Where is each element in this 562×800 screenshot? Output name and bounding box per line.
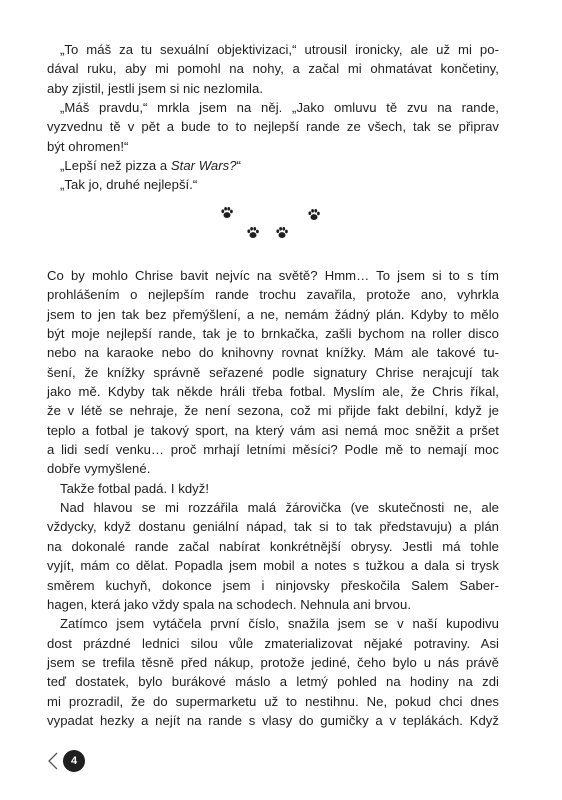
text-line: nebo na karaoke nebo do knihovny rovnat knížky. Mám ale takové tu- bbox=[47, 345, 499, 361]
text-block-main bbox=[47, 266, 499, 730]
text-line: a lidi sedí venku… proč mrhají letními měsíci? Podle mě to nemají moc bbox=[47, 442, 499, 458]
text-line: že v létě se nehraje, že není sezona, což mi přijde fakt debilní, když je bbox=[47, 403, 499, 419]
text-line: dával ruku, aby mi pomohl na nohy, a začal mi ohmatávat končetiny, bbox=[47, 61, 499, 77]
text-line: prohlášením o nejlepším rande trochu zavařila, protože ano, vyhrkla bbox=[47, 287, 499, 303]
text-line: Takže fotbal padá. I když! bbox=[60, 480, 210, 496]
text-line: směrem kuchyň, dokonce jsem i ninjovsky přeskočila Salem Saber- bbox=[47, 577, 499, 593]
text-line: „Máš pravdu,“ mrkla jsem na něj. „Jako omluvu tě zvu na rande, bbox=[60, 100, 499, 116]
section-separator bbox=[215, 206, 325, 246]
chevron-left-icon[interactable] bbox=[47, 751, 59, 771]
text-line: teď dostatek, bylo burákové máslo a letmý pohled na hodiny na zdi bbox=[47, 674, 499, 690]
text-block-top bbox=[47, 40, 499, 195]
italic-title: Star Wars? bbox=[170, 158, 237, 174]
text-line: Co by mohlo Chrise bavit nejvíc na světě? Hmm… To jsem si to s tím bbox=[47, 268, 499, 283]
text-line: vyjít, mám co dělat. Popadla jsem mobil a notes s tužkou a dala si trysk bbox=[47, 558, 499, 574]
text-line: vyzvednu tě v pět a bude to to nejlepší rande ze všech, tak se připrav bbox=[47, 119, 499, 135]
text-line bbox=[47, 156, 499, 175]
text-line: teplo a fotbal je takový sport, na který vám asi nemá moc sněžit a pršet bbox=[47, 422, 499, 438]
text-line: být moje nejlepší rande, tak je to brnkačka, zašli bychom na roller disco bbox=[47, 326, 499, 342]
text-fragment: “ bbox=[236, 158, 242, 174]
text-line: dobře vymyšlené. bbox=[47, 461, 151, 477]
text-line: vypadat hezky a nejít na rande s vlasy do gumičky a v teplákách. Když bbox=[47, 712, 499, 728]
text-line: „To máš za tu sexuální objektivizaci,“ utrousil ironicky, ale už mi po- bbox=[60, 42, 499, 57]
page-footer bbox=[47, 750, 85, 772]
text-line: aby zjistil, jestli jsem si nic nezlomila. bbox=[47, 80, 264, 96]
paw-print-icon bbox=[220, 206, 234, 220]
text-line: „Tak jo, druhé nejlepší.“ bbox=[60, 177, 198, 193]
text-line: vždycky, když dostanu geniální nápad, tak si to tak představuju) a plán bbox=[47, 519, 499, 535]
text-line: na dokonalé rande začal nabírat konkrétnější obrysy. Jestli má tohle bbox=[47, 538, 499, 554]
paw-print-icon bbox=[275, 226, 289, 240]
text-line: mi prozradil, že do supermarketu už to nestihnu. Ne, pokud chci dnes bbox=[47, 693, 499, 709]
text-line: Zatímco jsem vytáčela první číslo, snažila jsem se v naší kupodivu bbox=[60, 616, 499, 632]
text-line: být ohromen!“ bbox=[47, 138, 129, 154]
text-line: jako mě. Kdyby tak někde hráli třeba fotbal. Myslím ale, že Chris říkal, bbox=[47, 384, 499, 400]
text-line: hagen, která jako vždy spala na schodech. Nehnula ani brvou. bbox=[47, 596, 412, 612]
text-fragment: „Lepší než pizza a bbox=[60, 158, 171, 174]
text-line: šení, že knížky správně seřazené podle signatury Chrise nerajcují tak bbox=[47, 364, 499, 380]
text-line: dost prázdné lednici silou vůle zmaterializovat nějaké potraviny. Asi bbox=[47, 635, 499, 651]
paw-print-icon bbox=[307, 208, 321, 222]
text-line: Nad hlavou se mi rozzářila malá žárovička (ve skutečnosti ne, ale bbox=[60, 500, 499, 516]
text-line: jsem to jen tak bez přemýšlení, a ne, nemám žádný plán. Kdyby to mělo bbox=[47, 306, 499, 322]
page-number-badge: 4 bbox=[63, 750, 85, 772]
text-line: jsem se trefila těsně před nákup, protože jediné, čeho bylo u nás právě bbox=[47, 654, 499, 670]
paw-print-icon bbox=[246, 226, 260, 240]
